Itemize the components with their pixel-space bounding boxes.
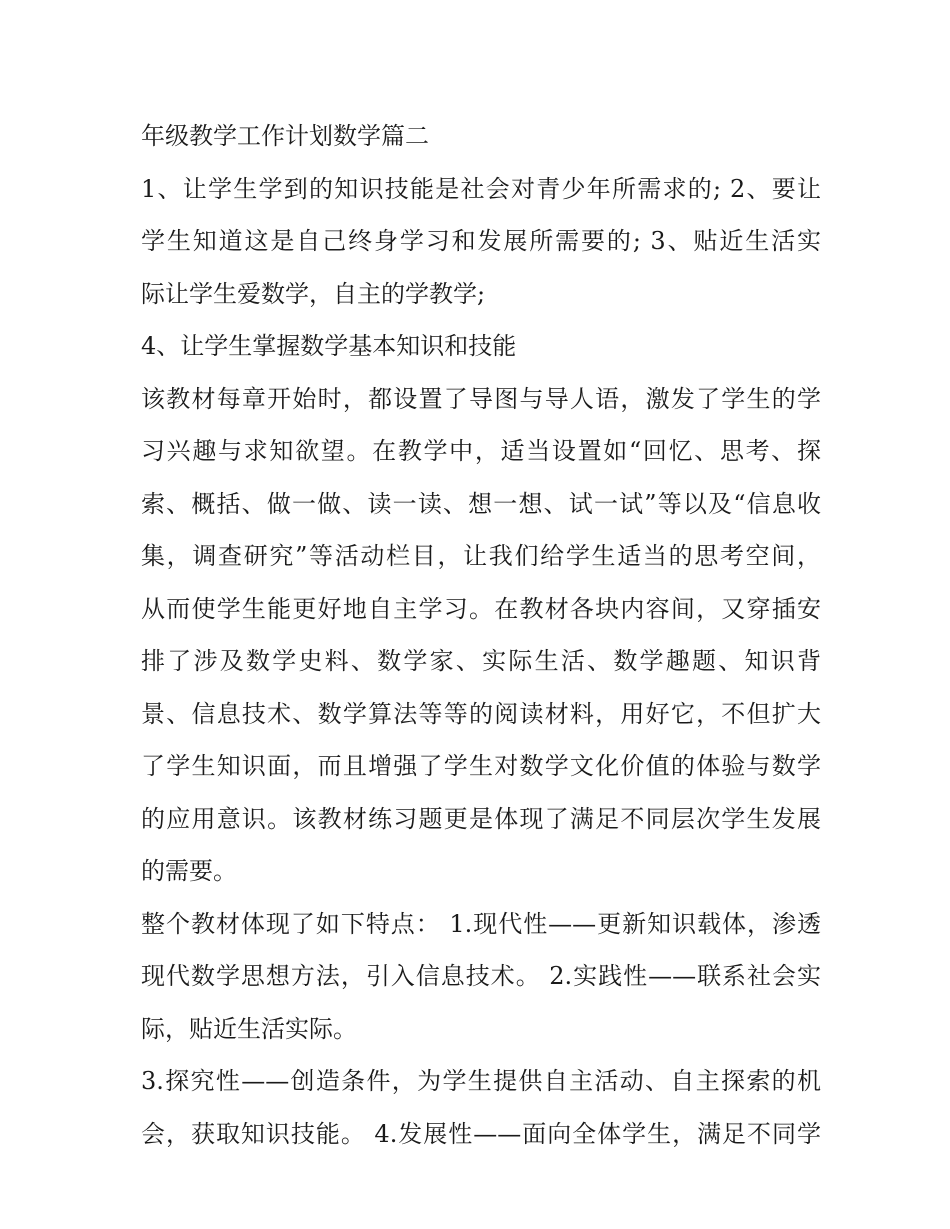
text-line: 从而使学生能更好地自主学习。在教材各块内容间，又穿插安 (141, 594, 821, 623)
text-line: 会，获取知识技能。 4.发展性——面向全体学生，满足不同学 (141, 1119, 821, 1148)
text-line: 的需要。 (141, 857, 237, 885)
text-line: 3.探究性——创造条件，为学生提供自主活动、自主探索的机 (141, 1067, 821, 1095)
text-line: 该教材每章开始时，都设置了导图与导人语，激发了学生的学 (141, 384, 821, 413)
text-line: 学生知道这是自己终身学习和发展所需要的; 3、贴近生活实 (141, 227, 821, 255)
text-line: 际让学生爱数学，自主的学教学; (141, 279, 486, 308)
paragraph (141, 163, 821, 321)
text-line: 了学生知识面，而且增强了学生对数学文化价值的体验与数学 (141, 752, 821, 780)
text-line: 排了涉及数学史料、数学家、实际生活、数学趣题、知识背 (141, 647, 821, 675)
paragraph (141, 320, 821, 373)
paragraph (141, 1055, 821, 1160)
text-line: 1、让学生学到的知识技能是社会对青少年所需求的; 2、要让 (141, 174, 821, 203)
text-line: 4、让学生掌握数学基本知识和技能 (141, 332, 517, 360)
text-line: 的应用意识。该教材练习题更是体现了满足不同层次学生发展 (141, 804, 821, 833)
text-line: 整个教材体现了如下特点： 1.现代性——更新知识载体，渗透 (141, 909, 821, 938)
text-line: 现代数学思想方法，引入信息技术。 2.实践性——联系社会实 (141, 962, 821, 990)
text-line: 际，贴近生活实际。 (141, 1014, 357, 1043)
text-line: 集，调查研究”等活动栏目，让我们给学生适当的思考空间， (141, 542, 821, 570)
paragraph (141, 898, 821, 1056)
text-line: 习兴趣与求知欲望。在教学中，适当设置如“回忆、思考、探 (141, 437, 821, 465)
text-line: 索、概括、做一做、读一读、想一想、试一试”等以及“信息收 (141, 489, 821, 518)
text-line: 景、信息技术、数学算法等等的阅读材料，用好它，不但扩大 (141, 699, 821, 728)
paragraph (141, 373, 821, 898)
document-title: 年级教学工作计划数学篇二 (141, 122, 429, 150)
document-body (141, 110, 821, 1160)
